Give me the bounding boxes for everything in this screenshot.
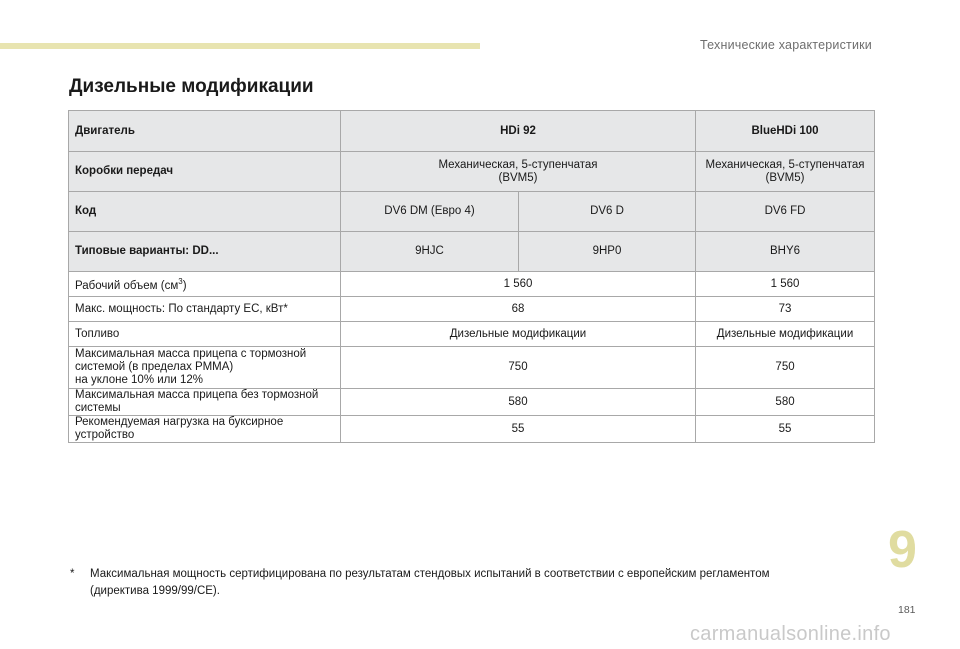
row-label-towball-load: [69, 416, 341, 443]
fuel-2: Дизельные модификации: [696, 322, 875, 347]
table-row: [69, 111, 875, 152]
fuel-1: Дизельные модификации: [341, 322, 696, 347]
footnote-marker: *: [70, 568, 75, 580]
table-row: [69, 272, 875, 297]
row-label-braked-trailer: [69, 347, 341, 389]
footnote: [70, 566, 850, 600]
braked-1: 750: [341, 347, 696, 389]
unbraked-1: 580: [341, 389, 696, 416]
gearbox-1: [341, 152, 696, 192]
displacement-label-text: Рабочий объем (см: [75, 279, 179, 292]
watermark: carmanualsonline.info: [690, 623, 891, 645]
code-3: DV6 FD: [696, 192, 875, 232]
row-label-engine: Двигатель: [69, 111, 341, 152]
variant-1: 9HJC: [341, 232, 519, 272]
table-row: [69, 389, 875, 416]
braked-label-line3: на уклоне 10% или 12%: [75, 374, 204, 386]
footnote-line1: Максимальная мощность сертифицирована по результатам стендовых испытаний в соответствии с европейским регламентом: [90, 568, 770, 580]
chapter-number: 9: [888, 521, 917, 579]
unbraked-label-line1: Максимальная масса прицепа без тормозной: [75, 389, 319, 401]
code-1: DV6 DM (Евро 4): [341, 192, 519, 232]
variant-3: BHY6: [696, 232, 875, 272]
table-row: [69, 152, 875, 192]
gearbox-2-line2: (BVM5): [765, 171, 805, 184]
gearbox-1-line1: Механическая, 5-ступенчатая: [438, 158, 598, 171]
table-row: [69, 232, 875, 272]
gearbox-1-line2: (BVM5): [498, 171, 538, 184]
row-label-unbraked-trailer: [69, 389, 341, 416]
footnote-line2: (директива 1999/99/CE).: [90, 585, 220, 597]
row-label-fuel: Топливо: [69, 322, 341, 347]
engine-bluehdi100: BlueHDi 100: [696, 111, 875, 152]
table-row: [69, 416, 875, 443]
table-row: [69, 322, 875, 347]
power-2: 73: [696, 297, 875, 322]
engine-hdi92: HDi 92: [341, 111, 696, 152]
towball-2: 55: [696, 416, 875, 443]
displacement-label-close: ): [182, 279, 187, 292]
unbraked-label-line2: системы: [75, 402, 121, 414]
braked-2: 750: [696, 347, 875, 389]
row-label-code: Код: [69, 192, 341, 232]
top-accent-bar: [0, 43, 480, 49]
code-2: DV6 D: [519, 192, 696, 232]
gearbox-2-line1: Механическая, 5-ступенчатая: [705, 158, 865, 171]
chapter-header: Технические характеристики: [700, 38, 872, 52]
braked-label-line2: системой (в пределах РММА): [75, 361, 234, 373]
row-label-power: Макс. мощность: По стандарту ЕС, кВт*: [69, 297, 341, 322]
table-row: [69, 297, 875, 322]
power-1: 68: [341, 297, 696, 322]
towball-label-line1: Рекомендуемая нагрузка на буксирное: [75, 416, 284, 428]
row-label-variant: Типовые варианты: DD...: [69, 232, 341, 272]
displacement-unit-sup: 3: [178, 277, 183, 287]
row-label-gearbox: Коробки передач: [69, 152, 341, 192]
table-row: [69, 347, 875, 389]
row-label-displacement: [69, 272, 341, 297]
page-number: 181: [898, 604, 916, 616]
braked-label-line1: Максимальная масса прицепа с тормозной: [75, 348, 307, 360]
towball-1: 55: [341, 416, 696, 443]
diesel-specs-table: [68, 110, 875, 443]
section-title: Дизельные модификации: [69, 76, 314, 97]
table-row: [69, 192, 875, 232]
unbraked-2: 580: [696, 389, 875, 416]
displacement-2: 1 560: [696, 272, 875, 297]
towball-label-line2: устройство: [75, 429, 135, 441]
displacement-1: 1 560: [341, 272, 696, 297]
variant-2: 9HP0: [519, 232, 696, 272]
gearbox-2: [696, 152, 875, 192]
